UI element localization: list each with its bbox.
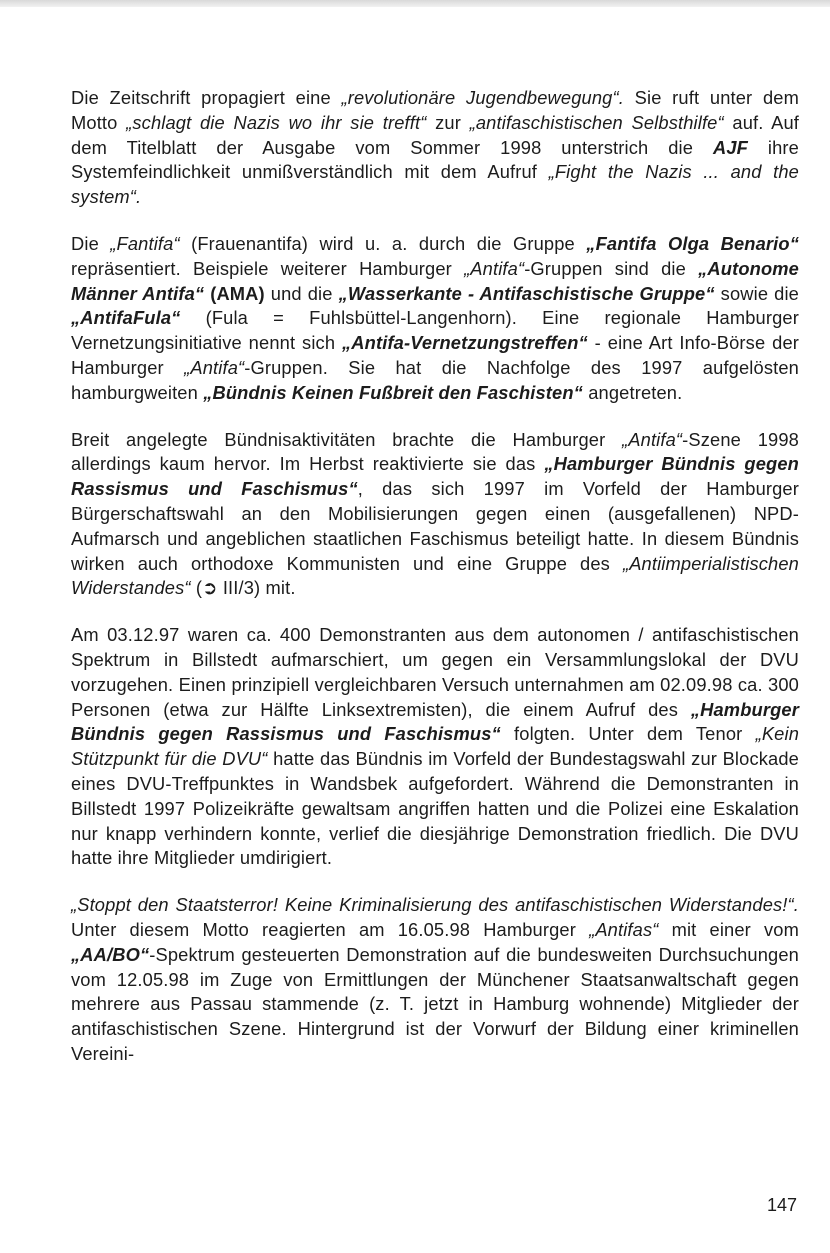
text-run: (AMA) bbox=[210, 282, 265, 304]
text-run: Die bbox=[71, 232, 111, 254]
text-run: auf. Auf dem Titelblatt der Ausgabe vom Sommer 1998 unterstrich die bbox=[71, 111, 800, 158]
text-run: „AntifaFula“ bbox=[71, 307, 181, 329]
text-run: , das sich 1997 im Vorfeld der Hamburger Bürgerschaftswahl an den Mobilisierungen gegen einen (ausgefallenen) NPD-Aufmarsch und angeblichen staatlichen Faschismus beteiligt hatte. In diesem Bündnis wirken auch orthodoxe Kommunisten und eine Gruppe des bbox=[71, 478, 799, 574]
text-run: „Bündnis Keinen Fußbreit den Faschisten“ bbox=[203, 381, 583, 403]
text-run: AJF bbox=[712, 136, 748, 158]
text-run: zur bbox=[426, 111, 470, 133]
text-run: folgten. Unter dem Tenor bbox=[500, 723, 756, 745]
text-run: „Fantifa“ bbox=[110, 232, 180, 254]
text-run: angetreten. bbox=[582, 381, 683, 403]
text-run: Am 03.12.97 waren ca. 400 Demonstranten aus dem autonomen / antifaschistischen Spektrum in Billstedt aufmarschiert, um gegen ein Versammlungslokal der DVU vorzugehen. Einen prinzipiell vergleichbaren Versuch unternahmen am 02.09.98 ca. 300 Personen (etwa zur Hälfte Linksextremisten), die einem Aufruf des bbox=[71, 624, 799, 720]
text-run: „Antiimperialistischen Widerstandes“ bbox=[71, 552, 799, 599]
paragraph-2 bbox=[71, 232, 799, 406]
text-run: ihre Systemfeindlichkeit unmißverständlich mit dem Aufruf bbox=[71, 136, 799, 183]
text-run: Die Zeitschrift propagiert eine bbox=[71, 87, 342, 108]
text-run: III/3) mit. bbox=[217, 577, 296, 599]
text-run: „schlagt die Nazis wo ihr sie trefft“ bbox=[126, 111, 427, 133]
text-run: „Antifas“ bbox=[589, 918, 659, 940]
text-run: sowie die bbox=[714, 282, 799, 304]
text-run: „Antifa“ bbox=[464, 257, 525, 279]
text-run: „Kein Stützpunkt für die DVU“ bbox=[71, 723, 800, 770]
text-run: repräsentiert. Beispiele weiterer Hamburger bbox=[71, 257, 465, 279]
text-run: „antifaschistischen Selbsthilfe“ bbox=[469, 111, 724, 133]
text-run: „Antifa-Vernetzungstreffen“ bbox=[342, 332, 588, 354]
text-run: (Fula = Fuhlsbüttel-Langenhorn). Eine regionale Hamburger Vernetzungsinitiative nennt sich bbox=[71, 307, 799, 354]
cross-reference-arrow-icon: ➲ bbox=[202, 577, 218, 599]
text-run: „Wasserkante - Antifaschistische Gruppe“ bbox=[338, 282, 715, 304]
text-run: (Frauenantifa) wird u. a. durch die Gruppe bbox=[179, 232, 587, 254]
paragraph-4 bbox=[71, 623, 799, 871]
text-run: -Spektrum gesteuerten Demonstration auf die bundesweiten Durchsuchungen vom 12.05.98 im Zuge von Ermittlungen der Münchener Staatsanwaltschaft gegen mehrere aus Passau stammende (z. T. jetzt in Hamburg wohnende) Mitglieder der antifaschistischen Szene. Hintergrund ist der Vorwurf der Bildung einer kriminellen Vereini- bbox=[71, 943, 799, 1064]
text-run: „Hamburger Bündnis gegen Rassismus und Faschismus“ bbox=[71, 698, 799, 745]
text-run: -Szene 1998 allerdings kaum hervor. Im Herbst reaktivierte sie das bbox=[71, 428, 799, 475]
paragraph-5 bbox=[71, 893, 799, 1067]
scan-top-border bbox=[0, 0, 830, 7]
text-run: hatte das Bündnis im Vorfeld der Bundestagswahl zur Blockade eines DVU-Treffpunktes in Wandsbek aufgefordert. Während die Demonstranten in Billstedt 1997 Polizeikräfte gewaltsam angriffen hatten und die Polizei eine Eskalation nur knapp verhindern konnte, verlief die diesjährige Demonstration friedlich. Die DVU hatte ihre Mitglieder umdirigiert. bbox=[71, 748, 799, 869]
text-run: „AA/BO“ bbox=[71, 943, 150, 965]
page-number: 147 bbox=[766, 1195, 797, 1215]
text-run: - eine Art Info-Börse der Hamburger bbox=[71, 332, 799, 378]
paragraph-1 bbox=[71, 86, 799, 210]
text-run: „Antifa“ bbox=[622, 428, 683, 450]
text-run: „Antifa“ bbox=[184, 356, 245, 378]
text-run: mit einer vom bbox=[658, 918, 799, 940]
text-run: „revolutionäre Jugendbewegung“. bbox=[341, 87, 624, 108]
text-run: „Hamburger Bündnis gegen Rassismus und Faschismus“ bbox=[71, 453, 799, 500]
text-run: -Gruppen. Sie hat die Nachfolge des 1997 aufgelösten hamburgweiten bbox=[71, 356, 799, 403]
paragraph-3 bbox=[71, 428, 799, 602]
text-run: „Autonome Männer Antifa“ bbox=[71, 257, 799, 304]
document-body bbox=[71, 86, 799, 1089]
text-run: ( bbox=[190, 577, 203, 599]
text-run: und die bbox=[264, 282, 339, 304]
text-run: „Fight the Nazis ... and the system“. bbox=[71, 161, 799, 208]
text-run: Breit angelegte Bündnisaktivitäten brachte die Hamburger bbox=[71, 428, 623, 450]
text-run: „Stoppt den Staatsterror! Keine Kriminalisierung des antifaschistischen Widerstandes!“. bbox=[71, 894, 799, 916]
text-run: Sie ruft unter dem Motto bbox=[71, 87, 799, 133]
text-run: -Gruppen sind die bbox=[524, 257, 699, 279]
text-run: Unter diesem Motto reagierten am 16.05.98 Hamburger bbox=[71, 918, 590, 940]
text-run: „Fantifa Olga Benario“ bbox=[586, 232, 800, 254]
